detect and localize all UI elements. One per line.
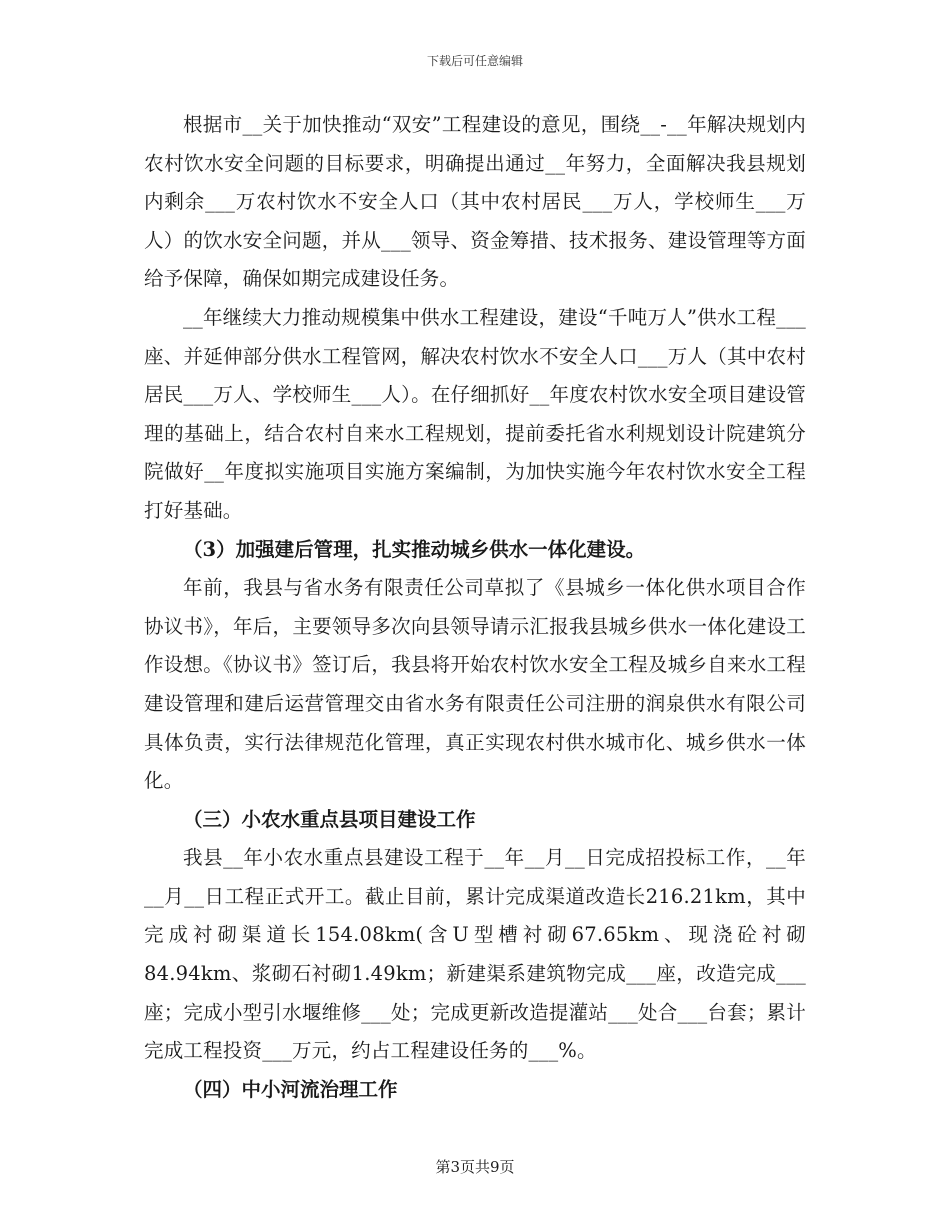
section-heading: （四）中小河流治理工作 bbox=[183, 1077, 398, 1101]
paragraph: 我县__年小农水重点县建设工程于__年__月__日完成招投标工作，__年__月__日工程正式开工。截止目前，累计完成渠道改造长216.21km，其中完成衬砌渠道长154.08km(含U型槽衬砌67.65km、现浇砼衬砌84.94km、浆砌石衬砌1.49km；新建渠系建筑物完成___座，改造完成___座；完成小型引水堰维修___处；完成更新改造提灌站___处合___台套；累计完成工程投资___万元，约占工程建设任务的___%。 bbox=[144, 846, 806, 1063]
paragraph: __年继续大力推动规模集中供水工程建设，建设“千吨万人”供水工程___座、并延伸部分供水工程管网，解决农村饮水不安全人口___万人（其中农村居民___万人、学校师生___人）。在仔细抓好__年度农村饮水安全项目建设管理的基础上，结合农村自来水工程规划，提前委托省水利规划设计院建筑分院做好__年度拟实施项目实施方案编制，为加快实施今年农村饮水安全工程打好基础。 bbox=[144, 305, 806, 522]
paragraph: 根据市__关于加快推动“双安”工程建设的意见，围绕__-__年解决规划内农村饮水安全问题的目标要求，明确提出通过__年努力，全面解决我县规划内剩余___万农村饮水不安全人口（其中农村居民___万人，学校师生___万人）的饮水安全问题，并从___领导、资金筹措、技术报务、建设管理等方面给予保障，确保如期完成建设任务。 bbox=[144, 113, 806, 291]
section-heading: （3）加强建后管理，扎实推动城乡供水一体化建设。 bbox=[183, 537, 646, 561]
paragraph: 年前，我县与省水务有限责任公司草拟了《县城乡一体化供水项目合作协议书》，年后，主要领导多次向县领导请示汇报我县城乡供水一体化建设工作设想。《协议书》签订后，我县将开始农村饮水安全工程及城乡自来水工程建设管理和建后运营管理交由省水务有限责任公司注册的润泉供水有限公司具体负责，实行法律规范化管理，真正实现农村供水城市化、城乡供水一体化。 bbox=[144, 576, 806, 793]
page-number: 第3页共9页 bbox=[435, 1158, 515, 1176]
document-body bbox=[144, 106, 806, 1109]
section-heading: （三）小农水重点县项目建设工作 bbox=[183, 807, 476, 831]
header-note: 下载后可任意编辑 bbox=[426, 54, 523, 68]
